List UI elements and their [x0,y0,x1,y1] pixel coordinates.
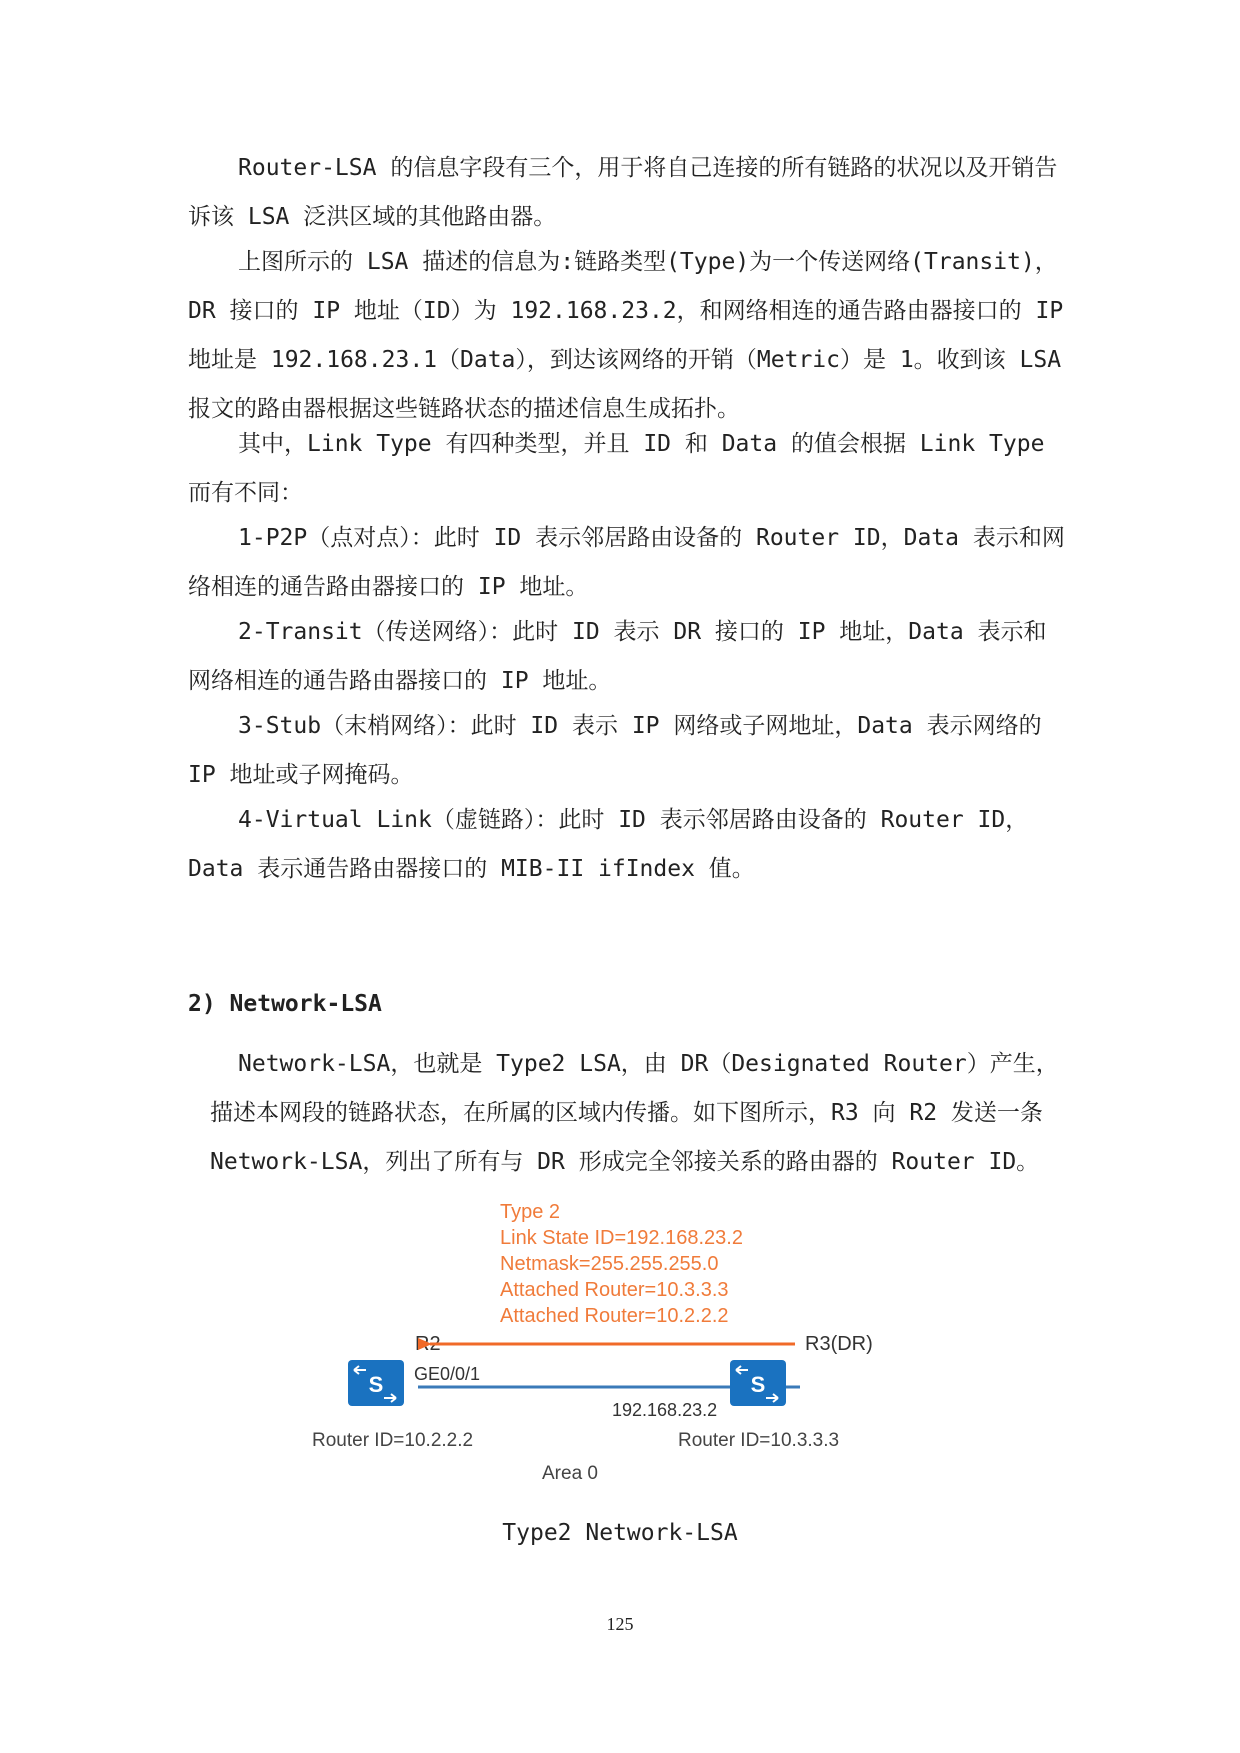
lsa-line-type: Type 2 [500,1201,561,1223]
switch-r3-icon [730,1360,786,1406]
interface-ge0-0-1-label: GE0/0/1 [414,1364,481,1384]
router-r2-label: R2 [415,1333,441,1355]
figure-caption: Type2 Network-LSA [502,1520,738,1546]
interface-ip-label: 192.168.23.2 [612,1400,718,1420]
router-r3-label: R3(DR) [805,1333,873,1355]
svg-text:S: S [368,1372,384,1397]
paragraph-lsa-description: 上图所示的 LSA 描述的信息为:链路类型(Type)为一个传送网络(Transit)，DR 接口的 IP 地址（ID）为 192.168.23.2，和网络相连的通告路由器接口的 IP 地址是 192.168.23.1（Data），到达该网络的开销（Metric）是 1。收到该 LSA 报文的路由器根据这些链路状态的描述信息生成拓扑。 [188,249,1064,422]
svg-text:S: S [750,1372,766,1397]
lsa-line-attached-router-2: Attached Router=10.2.2.2 [500,1305,729,1327]
paragraph-link-type-virtual: 4-Virtual Link（虚链路）：此时 ID 表示邻居路由设备的 Router ID，Data 表示通告路由器接口的 MIB-II ifIndex 值。 [188,807,1029,882]
lsa-line-link-state-id: Link State ID=192.168.23.2 [500,1227,743,1249]
paragraph-link-type-p2p: 1-P2P（点对点）：此时 ID 表示邻居路由设备的 Router ID，Data 表示和网络相连的通告路由器接口的 IP 地址。 [188,525,1065,600]
paragraph-link-type-stub: 3-Stub（末梢网络）：此时 ID 表示 IP 网络或子网地址，Data 表示网络的 IP 地址或子网掩码。 [188,713,1042,788]
lsa-content-block [500,1201,743,1327]
paragraph-link-type-transit: 2-Transit（传送网络）：此时 ID 表示 DR 接口的 IP 地址，Data 表示和网络相连的通告路由器接口的 IP 地址。 [188,619,1047,694]
area-label: Area 0 [542,1463,598,1484]
router-id-r3-label: Router ID=10.3.3.3 [678,1430,840,1451]
network-lsa-diagram [312,1190,970,1520]
page-number: 125 [606,1614,634,1634]
switch-r2-icon [348,1360,404,1406]
paragraph-router-lsa-fields: Router-LSA 的信息字段有三个，用于将自己连接的所有链路的状况以及开销告诉该 LSA 泛洪区域的其他路由器。 [188,155,1058,230]
router-id-r2-label: Router ID=10.2.2.2 [312,1430,474,1451]
lsa-line-attached-router-1: Attached Router=10.3.3.3 [500,1279,729,1301]
lsa-line-netmask: Netmask=255.255.255.0 [500,1253,719,1275]
paragraph-link-types-intro: 其中，Link Type 有四种类型，并且 ID 和 Data 的值会根据 Link Type 而有不同： [188,431,1045,506]
diagram-canvas [312,1190,970,1520]
paragraph-network-lsa: Network-LSA，也就是 Type2 LSA，由 DR（Designated Router）产生，描述本网段的链路状态，在所属的区域内传播。如下图所示，R3 向 R2 发送一条 Network-LSA，列出了所有与 DR 形成完全邻接关系的路由器的 Router ID。 [210,1051,1059,1175]
section-heading-network-lsa: 2) Network-LSA [188,991,382,1017]
